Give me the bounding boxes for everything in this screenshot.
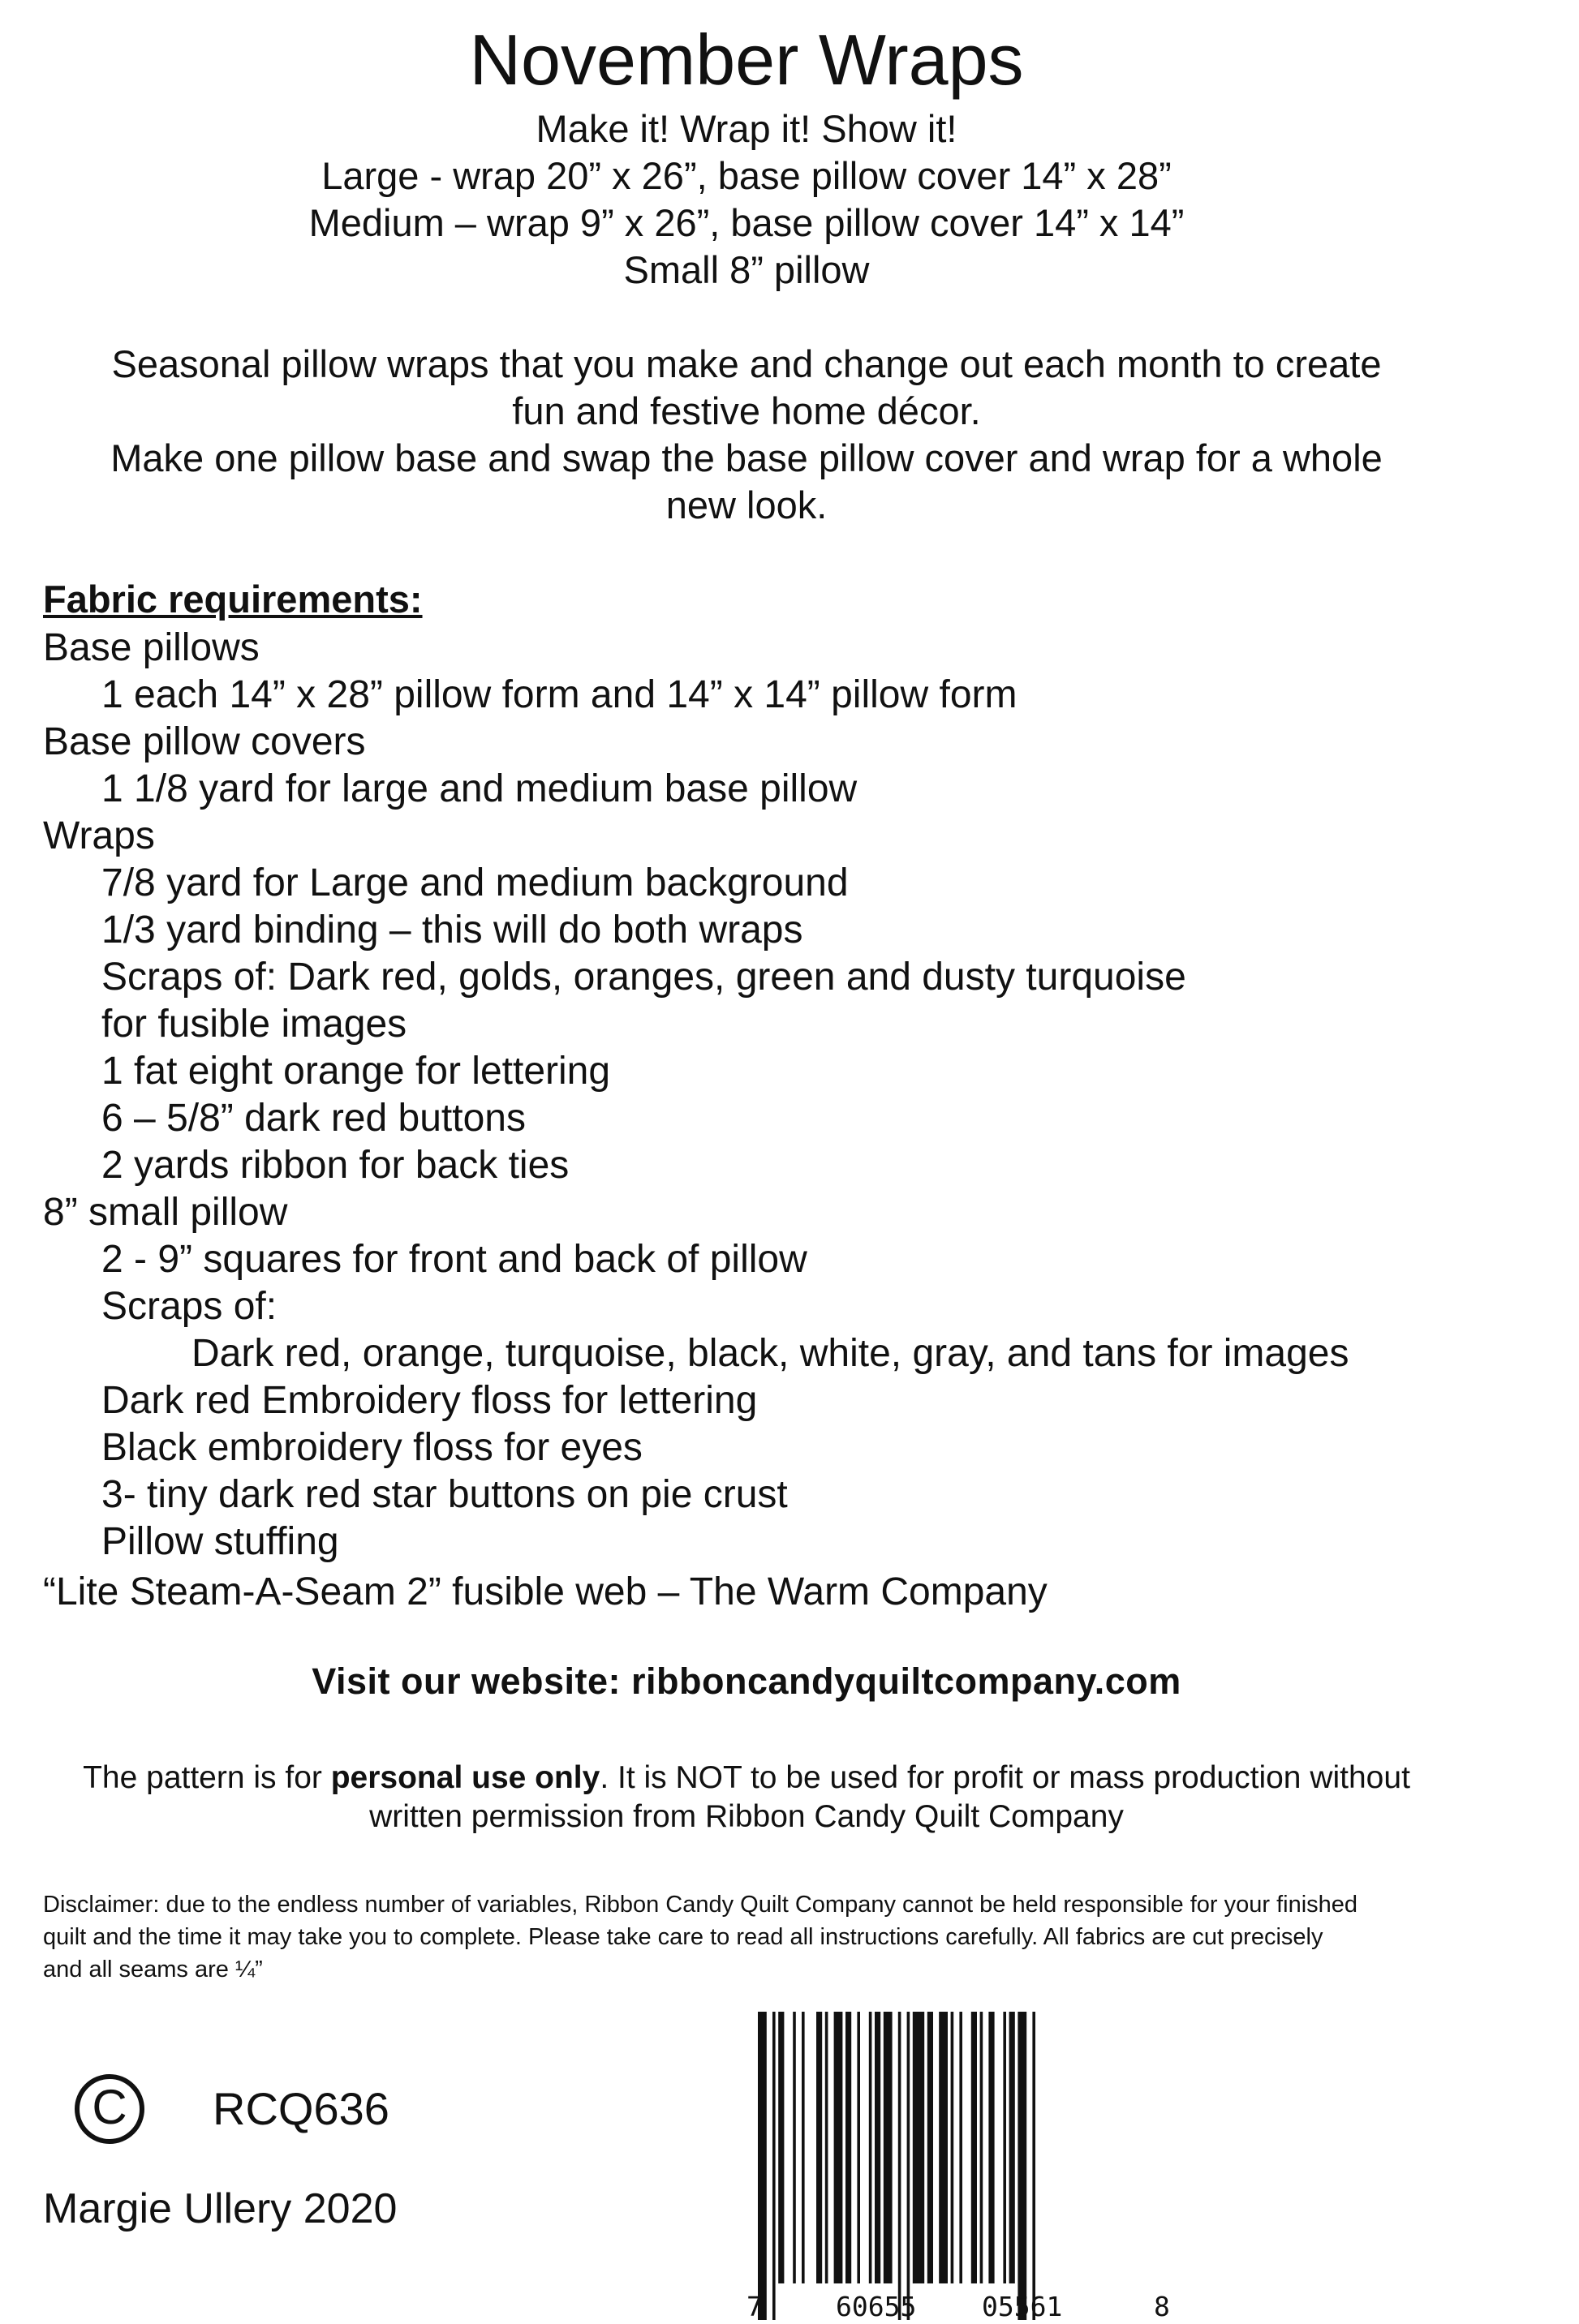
copyright-icon: [75, 2074, 144, 2144]
tagline: Make it! Wrap it! Show it!: [536, 107, 957, 150]
req-item: Scraps of: Dark red, golds, oranges, green and dusty turquoise: [101, 956, 1186, 999]
barcode-bar: [1032, 2012, 1035, 2320]
req-item: 3- tiny dark red star buttons on pie crust: [101, 1473, 788, 1516]
req-item: 1 fat eight orange for lettering: [101, 1050, 611, 1093]
barcode-bar: [869, 2012, 872, 2283]
barcode-digit: 60655: [836, 2291, 917, 2322]
copyright-letter: C: [92, 2080, 127, 2134]
barcode-bar: [884, 2012, 893, 2283]
req-item: 8” small pillow: [43, 1191, 288, 1234]
barcode-bar: [857, 2012, 860, 2283]
barcode-bar: [951, 2012, 954, 2283]
barcode-bar: [834, 2012, 843, 2283]
barcode-digit: 05561: [982, 2291, 1063, 2322]
barcode-digit: 7: [746, 2291, 763, 2322]
barcode-icon: [746, 2012, 1152, 2324]
barcode-bar: [988, 2012, 994, 2283]
requirements-heading: Fabric requirements:: [43, 578, 423, 621]
size-small: Small 8” pillow: [623, 248, 870, 291]
barcode-bar: [927, 2012, 933, 2283]
req-item: Wraps: [43, 814, 155, 857]
req-item: 1 each 14” x 28” pillow form and 14” x 14” pillow form: [101, 673, 1018, 716]
usage-text: . It is NOT to be used for profit or mass production without: [600, 1760, 1410, 1795]
barcode-bar: [845, 2012, 851, 2283]
req-item: Scraps of:: [101, 1285, 278, 1328]
barcode-bar: [1018, 2012, 1026, 2320]
intro-line: Seasonal pillow wraps that you make and change out each month to create: [111, 342, 1382, 385]
barcode-bar: [971, 2012, 977, 2283]
intro-line: new look.: [665, 483, 828, 526]
barcode-bar: [907, 2012, 910, 2320]
barcode-bar: [758, 2012, 767, 2320]
req-item: 7/8 yard for Large and medium background: [101, 861, 849, 904]
website-link: Visit our website: ribboncandyquiltcompany.com: [312, 1660, 1181, 1702]
req-item: for fusible images: [101, 1003, 407, 1046]
size-medium: Medium – wrap 9” x 26”, base pillow cover 14” x 14”: [308, 201, 1185, 244]
intro-line: Make one pillow base and swap the base pillow cover and wrap for a whole: [110, 436, 1383, 479]
barcode-digit: 8: [1154, 2291, 1170, 2322]
author-line: Margie Ullery 2020: [43, 2185, 398, 2232]
req-item: Dark red Embroidery floss for lettering: [101, 1379, 758, 1422]
barcode-bar: [898, 2012, 901, 2320]
req-item: Base pillows: [43, 626, 260, 669]
page-title: November Wraps: [469, 19, 1024, 100]
barcode-bar: [980, 2012, 983, 2283]
req-item: Pillow stuffing: [101, 1520, 339, 1563]
barcode-bar: [959, 2012, 962, 2283]
disclaimer-line: quilt and the time it may take you to complete. Please take care to read all instructions carefully. All fabrics are cut precisely: [43, 1924, 1323, 1950]
barcode-bar: [1009, 2012, 1015, 2283]
barcode-bar: [825, 2012, 828, 2283]
barcode-bar: [772, 2012, 776, 2320]
intro-line: fun and festive home décor.: [512, 389, 981, 432]
usage-notice: [0, 1759, 1493, 1798]
barcode-bar: [913, 2012, 924, 2283]
pattern-code: RCQ636: [213, 2083, 389, 2134]
barcode-bar: [939, 2012, 948, 2283]
req-item: Dark red, orange, turquoise, black, white, gray, and tans for images: [191, 1332, 1349, 1375]
req-item: 2 - 9” squares for front and back of pillow: [101, 1238, 807, 1281]
disclaimer-line: Disclaimer: due to the endless number of variables, Ribbon Candy Quilt Company cannot be held responsible for your finished: [43, 1892, 1358, 1918]
usage-bold: personal use only: [330, 1760, 600, 1795]
size-large: Large - wrap 20” x 26”, base pillow cover 14” x 28”: [321, 154, 1172, 197]
req-item: “Lite Steam-A-Seam 2” fusible web – The Warm Company: [43, 1570, 1048, 1613]
barcode-bar: [816, 2012, 822, 2283]
usage-text: The pattern is for: [83, 1760, 331, 1795]
barcode-bar: [802, 2012, 805, 2283]
barcode-bar: [778, 2012, 784, 2283]
req-item: 6 – 5/8” dark red buttons: [101, 1097, 526, 1140]
req-item: Black embroidery floss for eyes: [101, 1426, 643, 1469]
barcode-bar: [793, 2012, 796, 2283]
barcode-bar: [875, 2012, 880, 2283]
req-item: 1 1/8 yard for large and medium base pillow: [101, 767, 858, 810]
req-item: 2 yards ribbon for back ties: [101, 1144, 570, 1187]
req-item: 1/3 yard binding – this will do both wraps: [101, 909, 803, 952]
req-item: Base pillow covers: [43, 720, 366, 763]
barcode-bar: [1003, 2012, 1006, 2283]
usage-notice-line2: written permission from Ribbon Candy Quilt Company: [369, 1799, 1124, 1834]
disclaimer-line: and all seams are ¼”: [43, 1957, 263, 1982]
